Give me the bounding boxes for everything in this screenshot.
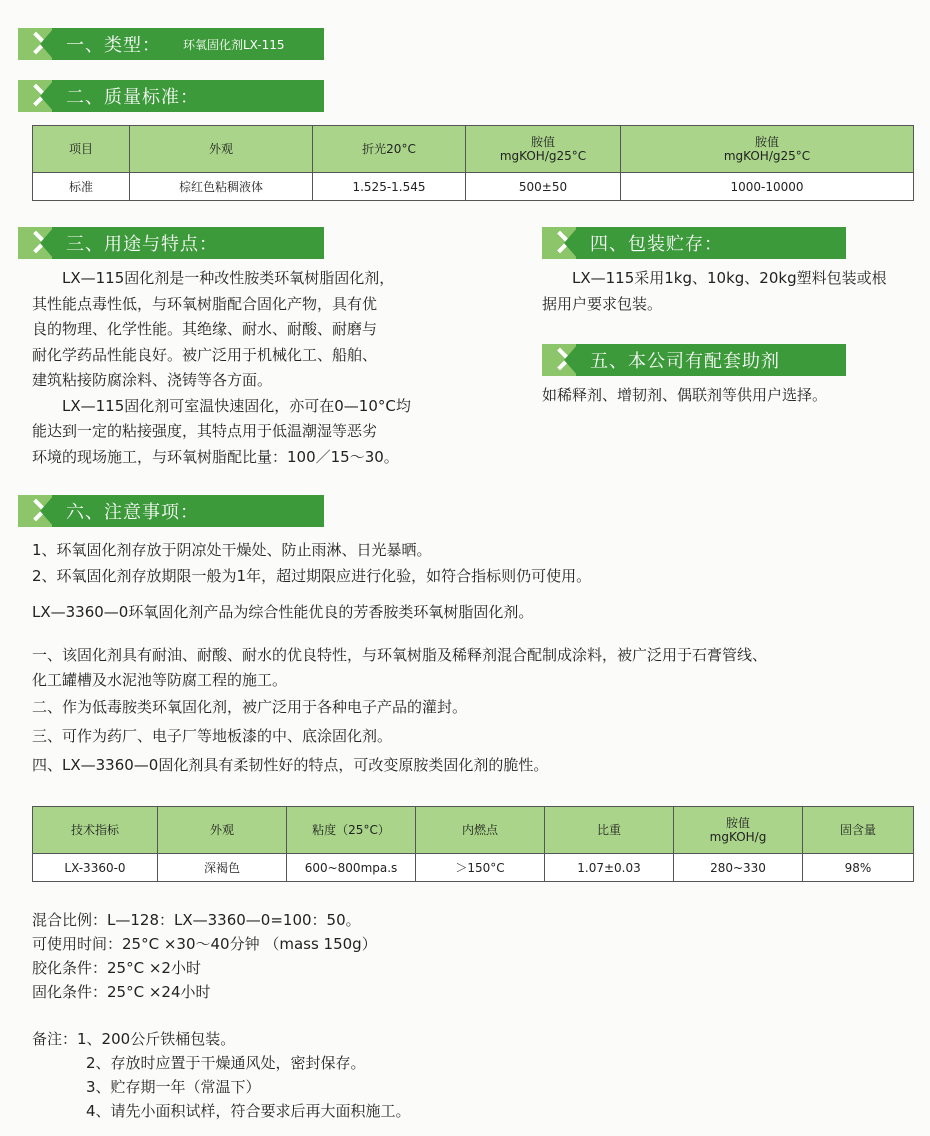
paragraph-line: 混合比例：L—128：LX—3360—0=100：50。 [32, 911, 361, 929]
section-5-title: 五、本公司有配套助剂 [590, 351, 780, 372]
table-header-cell: 内燃点 [416, 807, 545, 854]
technical-spec-table [32, 806, 914, 882]
paragraph-line: LX—3360—0环氧固化剂产品为综合性能优良的芳香胺类环氧树脂固化剂。 [32, 603, 534, 621]
table-header-cell: 技术指标 [33, 807, 158, 854]
paragraph-line: 2、环氧固化剂存放期限一般为1年，超过期限应进行化验，如符合指标则仍可使用。 [32, 566, 592, 585]
paragraph-line: 如稀释剂、增韧剂、偶联剂等供用户选择。 [542, 386, 828, 404]
table-header-cell: 胺值 mgKOH/g [674, 807, 803, 854]
section-1-subtitle: 环氧固化剂LX-115 [183, 37, 285, 52]
note-item: 4、请先小面积试样，符合要求后再大面积施工。 [86, 1102, 411, 1120]
table-cell: 600~800mpa.s [287, 854, 416, 882]
table-header-cell: 固含量 [803, 807, 914, 854]
section-2-title: 二、质量标准： [66, 87, 199, 108]
table-cell: 500±50 [466, 173, 621, 201]
product-intro [32, 600, 912, 626]
section-1-banner [18, 28, 324, 60]
table-header-cell: 外观 [158, 807, 287, 854]
chevron-right-icon [542, 344, 576, 376]
table-header-cell: 胺值 mgKOH/g25°C [621, 126, 914, 173]
section-4-body [542, 266, 922, 317]
table-header-cell: 外观 [130, 126, 313, 173]
paragraph-line: LX—115固化剂是一种改性胺类环氧树脂固化剂， [62, 269, 395, 287]
table-row [33, 173, 914, 201]
section-4-title: 四、包装贮存： [590, 234, 723, 255]
section-3-banner [18, 227, 324, 259]
section-6-banner [18, 495, 324, 527]
section-3-body [32, 266, 502, 470]
paragraph-line: 一、该固化剂具有耐油、耐酸、耐水的优良特性，与环氧树脂及稀释剂混合配制成涂料，被广泛用于石膏管线、 [32, 646, 768, 664]
paragraph-line: LX—115固化剂可室温快速固化，亦可在0—10°C均 [62, 396, 411, 415]
section-6-body [32, 538, 912, 589]
paragraph-line: 耐化学药品性能良好。被广泛用于机械化工、船舶、 [32, 345, 378, 364]
section-5-body [542, 383, 922, 409]
table-cell: 棕红色粘稠液体 [130, 173, 313, 201]
section-5-banner [542, 344, 846, 376]
chevron-right-icon [18, 227, 52, 259]
paragraph-line: 能达到一定的粘接强度，其特点用于低温潮湿等恶劣 [32, 422, 378, 440]
chevron-right-icon [542, 227, 576, 259]
section-2-banner [18, 80, 324, 112]
table-cell: 280~330 [674, 854, 803, 882]
table-cell: 1.07±0.03 [545, 854, 674, 882]
table-cell: 1.525-1.545 [313, 173, 466, 201]
section-4-banner [542, 227, 846, 259]
table-header-cell: 折光20°C [313, 126, 466, 173]
paragraph-line: 胶化条件：25°C ×2小时 [32, 959, 201, 977]
paragraph-line: 四、LX—3360—0固化剂具有柔韧性好的特点，可改变原胺类固化剂的脆性。 [32, 756, 549, 774]
paragraph-line: 其性能点毒性低，与环氧树脂配合固化产物，具有优 [32, 294, 378, 313]
table-header-row [33, 126, 914, 173]
product-features [32, 643, 927, 780]
table-cell: LX-3360-0 [33, 854, 158, 882]
paragraph-line: 固化条件：25°C ×24小时 [32, 983, 211, 1001]
paragraph-line: 良的物理、化学性能。其绝缘、耐水、耐酸、耐磨与 [32, 320, 378, 338]
section-6-title: 六、注意事项： [66, 502, 199, 523]
paragraph-line: 三、可作为药厂、电子厂等地板漆的中、底涂固化剂。 [32, 727, 393, 745]
section-1-title: 一、类型： [66, 35, 161, 56]
notes [32, 1027, 732, 1123]
paragraph-line [32, 1027, 732, 1051]
paragraph-line: 据用户要求包装。 [542, 294, 663, 313]
paragraph-line: 二、作为低毒胺类环氧固化剂，被广泛用于各种电子产品的灌封。 [32, 698, 468, 716]
note-item: 1、200公斤铁桶包装。 [77, 1030, 236, 1048]
curing-conditions [32, 908, 632, 1004]
paragraph-line: LX—115采用1kg、10kg、20kg塑料包装或根 [572, 269, 887, 287]
section-3-title: 三、用途与特点： [66, 234, 218, 255]
table-cell: ＞150°C [416, 854, 545, 882]
paragraph-line: 1、环氧固化剂存放于阴凉处干燥处、防止雨淋、日光暴晒。 [32, 541, 432, 559]
table-header-cell: 粘度（25°C） [287, 807, 416, 854]
paragraph-line: 可使用时间：25°C ×30～40分钟 （mass 150g） [32, 935, 377, 953]
table-header-cell: 项目 [33, 126, 130, 173]
quality-standard-table [32, 125, 914, 201]
table-row [33, 854, 914, 882]
table-cell: 深褐色 [158, 854, 287, 882]
paragraph-line: 环境的现场施工，与环氧树脂配比量：100／15～30。 [32, 447, 399, 466]
table-header-cell: 胺值 mgKOH/g25°C [466, 126, 621, 173]
notes-label: 备注： [32, 1030, 78, 1048]
table-header-row [33, 807, 914, 854]
note-item: 2、存放时应置于干燥通风处，密封保存。 [86, 1054, 366, 1072]
paragraph-line: 建筑粘接防腐涂料、浇铸等各方面。 [32, 371, 273, 389]
chevron-right-icon [18, 80, 52, 112]
chevron-right-icon [18, 28, 52, 60]
table-cell: 98% [803, 854, 914, 882]
table-cell: 1000-10000 [621, 173, 914, 201]
note-item: 3、贮存期一年（常温下） [86, 1078, 261, 1096]
table-header-cell: 比重 [545, 807, 674, 854]
chevron-right-icon [18, 495, 52, 527]
table-cell: 标准 [33, 173, 130, 201]
paragraph-line: 化工罐槽及水泥池等防腐工程的施工。 [32, 671, 288, 689]
